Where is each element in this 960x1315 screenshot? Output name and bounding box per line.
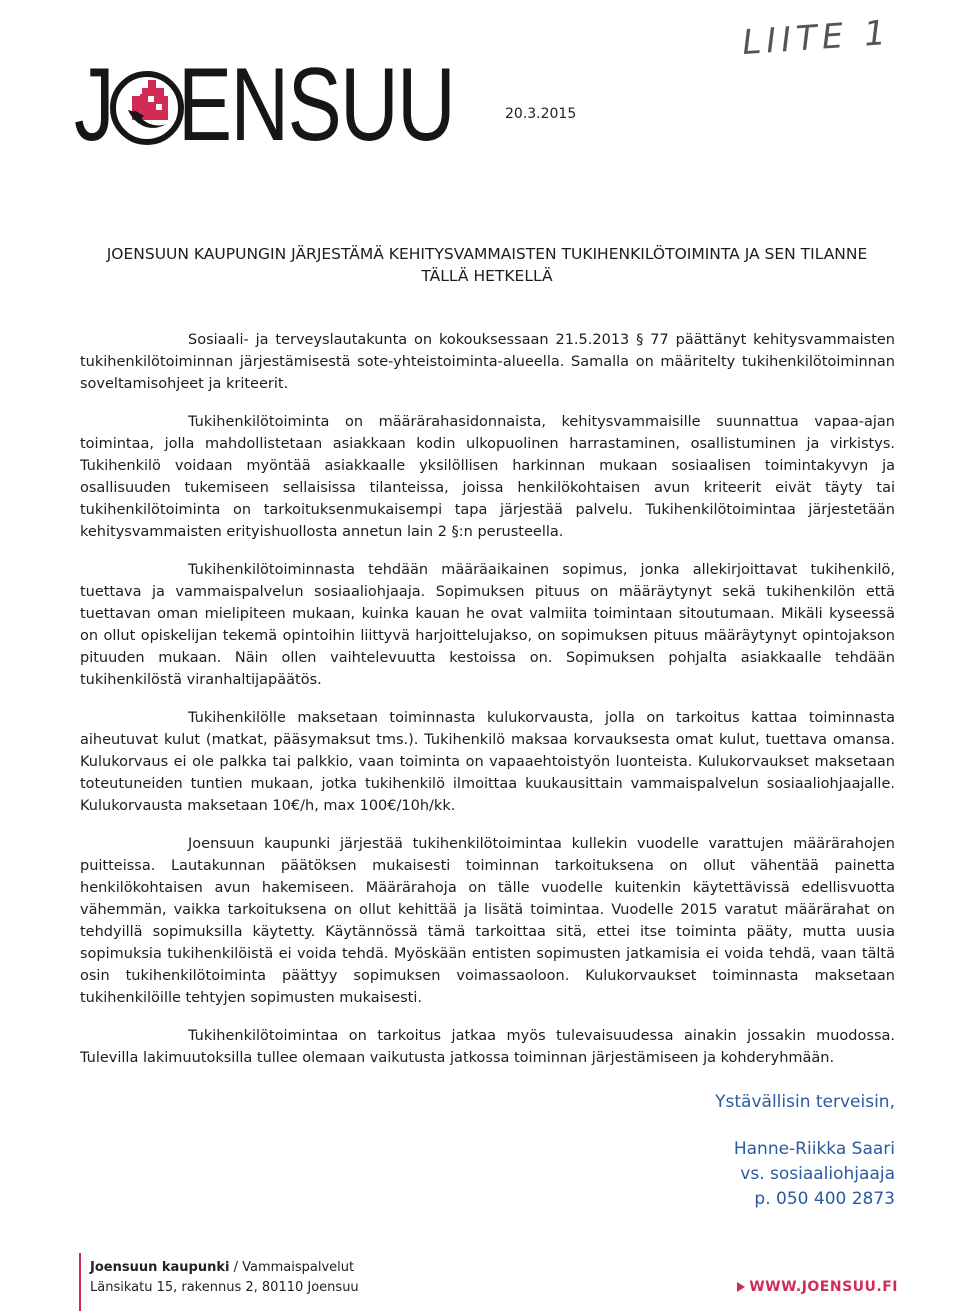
body-paragraph: Tukihenkilötoiminta on määrärahasidonnaista, kehitysvammaisille suunnattua vapaa-ajan toimintaa, jolla mahdollistetaan asiakkaan kodin ulkopuolinen harrastaminen, osallistuminen ja virkistys. Tukihenkilö voidaan myöntää asiakkaalle yksilöllisen harkinnan mukaan sosiaalisen toimintakyvyn ja osallisuuden tukemiseen sellaisissa tilanteissa, joissa henkilökohtaisen avun kriteerit eivät täyty tai tukihenkilötoiminta on tarkoituksenmukaisempi tapa järjestää palvelu. Tukihenkilötoimintaa järjestetään kehitysvammaisten erityishuollosta annetun lain 2 §:n perusteella.: [80, 414, 895, 540]
signature-phone: p. 050 400 2873: [754, 1189, 895, 1209]
footer-website[interactable]: WWW.JOENSUU.FI: [749, 1279, 898, 1295]
signature-block: [715, 1090, 895, 1212]
handwritten-annotation: LIITE 1: [740, 12, 892, 64]
footer-website-link[interactable]: [737, 1279, 898, 1295]
footer-dept: Vammaispalvelut: [242, 1260, 355, 1275]
city-logo: [74, 47, 532, 163]
logo-wordmark: ENSUU: [178, 47, 455, 163]
logo-letter-j: J: [74, 47, 113, 163]
footer-address: Länsikatu 15, rakennus 2, 80110 Joensuu: [90, 1280, 359, 1295]
document-date: 20.3.2015: [505, 106, 577, 122]
footer-separator: /: [229, 1260, 243, 1275]
body-paragraph: Tukihenkilötoimintaa on tarkoitus jatkaa myös tulevaisuudessa ainakin jossakin muodossa. Tulevilla lakimuutoksilla tullee olemaan vaikutusta jatkossa toiminnan järjestämiseen ja kohderyhmään.: [80, 1028, 895, 1066]
arrow-right-icon: [737, 1282, 745, 1292]
signature-name: Hanne-Riikka Saari: [733, 1139, 895, 1159]
body-paragraph: Joensuun kaupunki järjestää tukihenkilötoimintaa kullekin vuodelle varattujen määrärahojen puitteissa. Lautakunnan päätöksen mukaisesti toiminnan tarkoituksena on ollut vähentää painetta henkilökohtaisen avun hakemiseen. Määrärahoja on tälle vuodelle kuitenkin käytettävissä edellisvuotta vähemmän, vaikka tarkoituksena on ollut kehittää ja lisätä toimintaa. Vuodelle 2015 varatut määrärahat on tehdyillä sopimuksilla käytetty. Käytännössä tämä tarkoittaa sitä, ettei itse toiminta pääty, mutta uusia sopimuksia tukihenkilöistä ei voida tehdä. Myöskään entisten sopimusten jatkamisia ei voida tehdä, vaan tältä osin tukihenkilötoiminta päättyy sopimuksen voimassaoloon. Kulukorvaukset toiminnasta maksetaan tukihenkilöille tehtyjen sopimusten mukaisesti.: [80, 836, 895, 1006]
footer-contact: [90, 1258, 359, 1298]
footer-org: Joensuun kaupunki: [90, 1260, 230, 1275]
body-paragraph: Tukihenkilölle maksetaan toiminnasta kulukorvausta, jolla on tarkoitus kattaa toiminnasta aiheutuvat kulut (matkat, pääsymaksut tms.). Tukihenkilö maksaa korvauksesta omat kulut, tuettava omansa. Kulukorvaus ei ole palkka tai palkkio, vaan toiminta on vapaaehtoistyön luonteista. Kulukorvaukset maksetaan toteutuneiden tuntien mukaan, jotka tukihenkilö ilmoittaa kuukausittain vammaispalvelun sosiaaliohjaajalle. Kulukorvausta maksetaan 10€/h, max 100€/10h/kk.: [80, 710, 895, 814]
body-paragraph: Tukihenkilötoiminnasta tehdään määräaikainen sopimus, jonka allekirjoittavat tukihenkilö, tuettava ja vammaispalvelun sosiaaliohjaaja. Sopimuksen pituus on määräytynyt sekä tukihenkilön että tuettavan oman mielipiteen mukaan, kuinka kauan he ovat valmiita toimintaan sitoutumaan. Mikäli kyseessä on ollut opiskelijan tekemä opintoihin liittyvä harjoittelujakso, on sopimuksen pituus määräytynyt opintojakson pituuden mukaan. Näin ollen vaihtelevuutta kestoissa on. Sopimuksen pohjalta asiakkaalle tehdään tukihenkilöstä viranhaltijapäätös.: [80, 562, 895, 688]
footer-divider: [79, 1253, 81, 1311]
body-paragraph: Sosiaali- ja terveyslautakunta on kokouksessaan 21.5.2013 § 77 päättänyt kehitysvammaisten tukihenkilötoiminnan järjestämisestä sote-yhteistoiminta-alueella. Samalla on määritelty tukihenkilötoiminnan soveltamisohjeet ja kriteerit.: [80, 332, 895, 392]
document-body: [80, 329, 895, 1085]
document-title: [80, 243, 894, 287]
signature-greeting: Ystävällisin terveisin,: [715, 1092, 895, 1112]
coat-of-arms-emblem-icon: [110, 66, 184, 146]
signature-role: vs. sosiaaliohjaaja: [740, 1164, 895, 1184]
title-line-2: TÄLLÄ HETKELLÄ: [421, 267, 553, 285]
title-line-1: JOENSUUN KAUPUNGIN JÄRJESTÄMÄ KEHITYSVAMMAISTEN TUKIHENKILÖTOIMINTA JA SEN TILANNE: [106, 245, 868, 263]
